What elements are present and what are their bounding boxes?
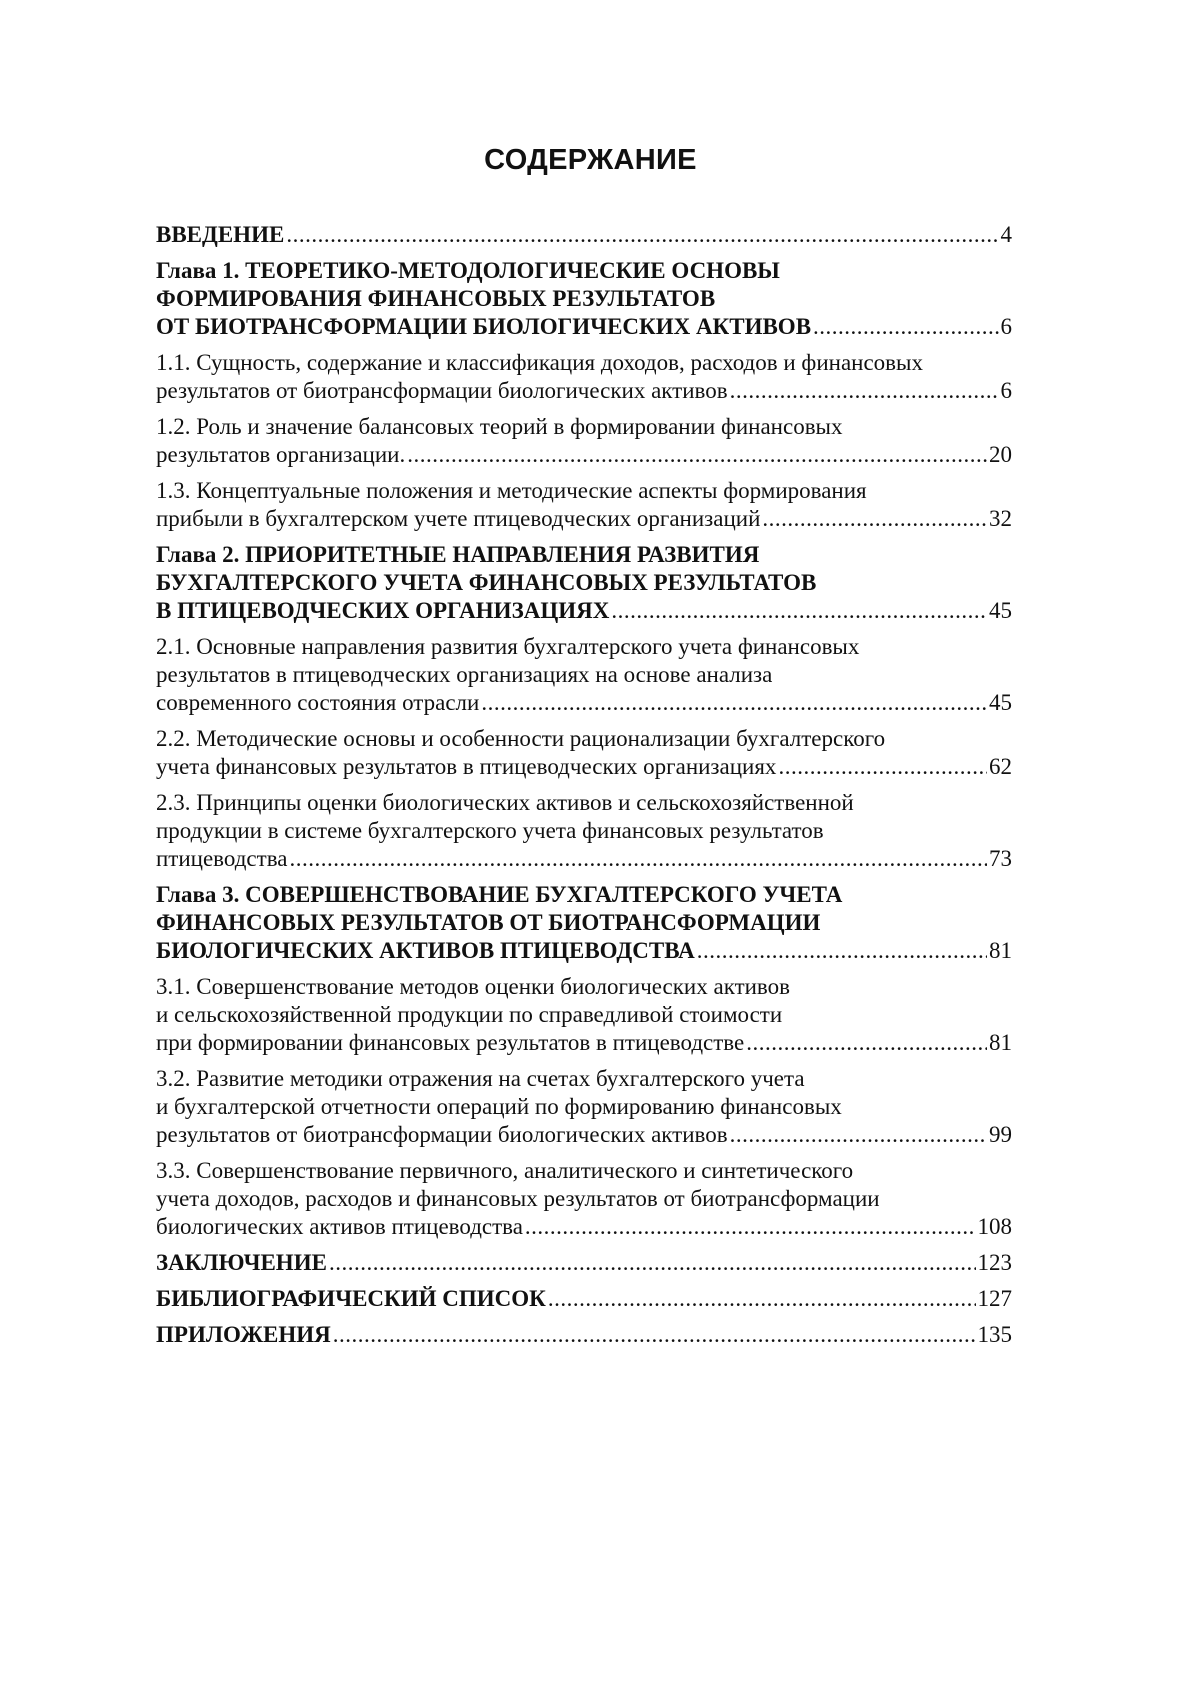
toc-entry-last-line: [156, 937, 1012, 965]
toc-subsection-entry[interactable]: [156, 633, 1012, 717]
toc-entry-line: Глава 2. ПРИОРИТЕТНЫЕ НАПРАВЛЕНИЯ РАЗВИТИЯ: [156, 542, 760, 567]
toc-entry-line: результатов организации.: [156, 442, 406, 467]
toc-subsection-entry[interactable]: [156, 973, 1012, 1057]
toc-entry-line: В ПТИЦЕВОДЧЕСКИХ ОРГАНИЗАЦИЯХ: [156, 598, 610, 623]
toc-entry-line: 1.1. Сущность, содержание и классификация доходов, расходов и финансовых: [156, 350, 923, 375]
dot-leader: [333, 1321, 976, 1349]
toc-entry-last-line: [156, 1285, 1012, 1313]
toc-subsection-entry[interactable]: [156, 1065, 1012, 1149]
toc-entry-last-line: [156, 1249, 1012, 1277]
toc-entry-line: Глава 1. ТЕОРЕТИКО-МЕТОДОЛОГИЧЕСКИЕ ОСНОВЫ: [156, 258, 780, 283]
toc-page-number: 108: [977, 1214, 1012, 1239]
toc-page-number: 81: [989, 938, 1012, 963]
dot-leader: [730, 377, 999, 405]
toc-entry-line: 3.1. Совершенствование методов оценки биологических активов: [156, 974, 790, 999]
toc-chapter-entry[interactable]: [156, 881, 1012, 965]
toc-page-number: 4: [1000, 222, 1012, 247]
toc-entry-last-line: [156, 441, 1012, 469]
toc-entry-line: 1.3. Концептуальные положения и методические аспекты формирования: [156, 478, 867, 503]
toc-subsection-entry[interactable]: [156, 1157, 1012, 1241]
toc-page-number: 20: [989, 442, 1012, 467]
toc-entry-last-line: [156, 753, 1012, 781]
toc-entry-line: 3.2. Развитие методики отражения на счетах бухгалтерского учета: [156, 1066, 805, 1091]
toc-entry-last-line: [156, 221, 1012, 249]
dot-leader: [289, 845, 987, 873]
toc-section-entry[interactable]: [156, 1321, 1012, 1349]
dot-leader: [525, 1213, 976, 1241]
toc-page-number: 45: [989, 690, 1012, 715]
toc-entry-line: и сельскохозяйственной продукции по справедливой стоимости: [156, 1002, 783, 1027]
toc-entry-last-line: [156, 597, 1012, 625]
toc-entry-line: ФОРМИРОВАНИЯ ФИНАНСОВЫХ РЕЗУЛЬТАТОВ: [156, 286, 716, 311]
toc-entry-line: прибыли в бухгалтерском учете птицеводческих организаций: [156, 506, 761, 531]
toc-page-number: 127: [977, 1286, 1012, 1311]
toc-entry-line: продукции в системе бухгалтерского учета финансовых результатов: [156, 818, 824, 843]
dot-leader: [481, 689, 987, 717]
toc-entry-last-line: [156, 1321, 1012, 1349]
toc-entry-line: БУХГАЛТЕРСКОГО УЧЕТА ФИНАНСОВЫХ РЕЗУЛЬТАТОВ: [156, 570, 817, 595]
toc-subsection-entry[interactable]: [156, 413, 1012, 469]
toc-page-number: 6: [1000, 378, 1012, 403]
toc-entry-line: ЗАКЛЮЧЕНИЕ: [156, 1250, 327, 1275]
toc-page-number: 99: [989, 1122, 1012, 1147]
toc-entry-last-line: [156, 1213, 1012, 1241]
toc-entry-line: современного состояния отрасли: [156, 690, 480, 715]
toc-entry-line: 2.3. Принципы оценки биологических активов и сельскохозяйственной: [156, 790, 854, 815]
toc-entry-line: птицеводства: [156, 846, 288, 871]
toc-entry-line: 1.2. Роль и значение балансовых теорий в формировании финансовых: [156, 414, 843, 439]
toc-entry-line: ПРИЛОЖЕНИЯ: [156, 1322, 331, 1347]
dot-leader: [697, 937, 987, 965]
dot-leader: [778, 753, 987, 781]
toc-entry-line: при формировании финансовых результатов в птицеводстве: [156, 1030, 745, 1055]
toc-subsection-entry[interactable]: [156, 789, 1012, 873]
dot-leader: [286, 221, 998, 249]
toc-entry-line: учета доходов, расходов и финансовых результатов от биотрансформации: [156, 1186, 880, 1211]
toc-entry-line: 2.1. Основные направления развития бухгалтерского учета финансовых: [156, 634, 860, 659]
toc-page-number: 6: [1000, 314, 1012, 339]
toc-section-entry[interactable]: [156, 1249, 1012, 1277]
toc-entry-last-line: [156, 313, 1012, 341]
dot-leader: [329, 1249, 976, 1277]
toc-entry-last-line: [156, 377, 1012, 405]
toc-entry-line: Глава 3. СОВЕРШЕНСТВОВАНИЕ БУХГАЛТЕРСКОГО УЧЕТА: [156, 882, 843, 907]
toc-section-entry[interactable]: [156, 221, 1012, 249]
dot-leader: [746, 1029, 987, 1057]
toc-entry-line: БИБЛИОГРАФИЧЕСКИЙ СПИСОК: [156, 1286, 546, 1311]
toc-page-number: 123: [977, 1250, 1012, 1275]
dot-leader: [813, 313, 998, 341]
toc-section-entry[interactable]: [156, 1285, 1012, 1313]
toc-entry-line: результатов от биотрансформации биологических активов: [156, 1122, 728, 1147]
toc-entry-line: 2.2. Методические основы и особенности рационализации бухгалтерского: [156, 726, 886, 751]
toc-entry-line: учета финансовых результатов в птицеводческих организациях: [156, 754, 777, 779]
toc-subsection-entry[interactable]: [156, 477, 1012, 533]
toc-subsection-entry[interactable]: [156, 349, 1012, 405]
toc-chapter-entry[interactable]: [156, 257, 1012, 341]
toc-page-number: 135: [977, 1322, 1012, 1347]
dot-leader: [730, 1121, 987, 1149]
toc-entry-line: биологических активов птицеводства: [156, 1214, 523, 1239]
toc-entry-last-line: [156, 505, 1012, 533]
toc-entry-line: ФИНАНСОВЫХ РЕЗУЛЬТАТОВ ОТ БИОТРАНСФОРМАЦИИ: [156, 910, 821, 935]
toc-entry-line: 3.3. Совершенствование первичного, аналитического и синтетического: [156, 1158, 854, 1183]
toc-page-number: 73: [989, 846, 1012, 871]
toc-entry-last-line: [156, 1029, 1012, 1057]
dot-leader: [407, 441, 987, 469]
toc-entry-line: результатов в птицеводческих организациях на основе анализа: [156, 662, 773, 687]
toc-entry-last-line: [156, 689, 1012, 717]
toc-entry-last-line: [156, 845, 1012, 873]
toc-page-number: 32: [989, 506, 1012, 531]
dot-leader: [548, 1285, 976, 1313]
toc-page-number: 62: [989, 754, 1012, 779]
toc-entry-line: результатов от биотрансформации биологических активов: [156, 378, 728, 403]
toc-entry-line: ОТ БИОТРАНСФОРМАЦИИ БИОЛОГИЧЕСКИХ АКТИВОВ: [156, 314, 812, 339]
page-title: СОДЕРЖАНИЕ: [484, 144, 697, 176]
toc-entry-line: БИОЛОГИЧЕСКИХ АКТИВОВ ПТИЦЕВОДСТВА: [156, 938, 695, 963]
toc-entry-line: ВВЕДЕНИЕ: [156, 222, 285, 247]
dot-leader: [762, 505, 987, 533]
toc-subsection-entry[interactable]: [156, 725, 1012, 781]
dot-leader: [611, 597, 987, 625]
toc-page-number: 45: [989, 598, 1012, 623]
toc-page-number: 81: [989, 1030, 1012, 1055]
toc-entry-line: и бухгалтерской отчетности операций по формированию финансовых: [156, 1094, 842, 1119]
toc-chapter-entry[interactable]: [156, 541, 1012, 625]
toc-entry-last-line: [156, 1121, 1012, 1149]
table-of-contents: [156, 221, 1012, 1357]
